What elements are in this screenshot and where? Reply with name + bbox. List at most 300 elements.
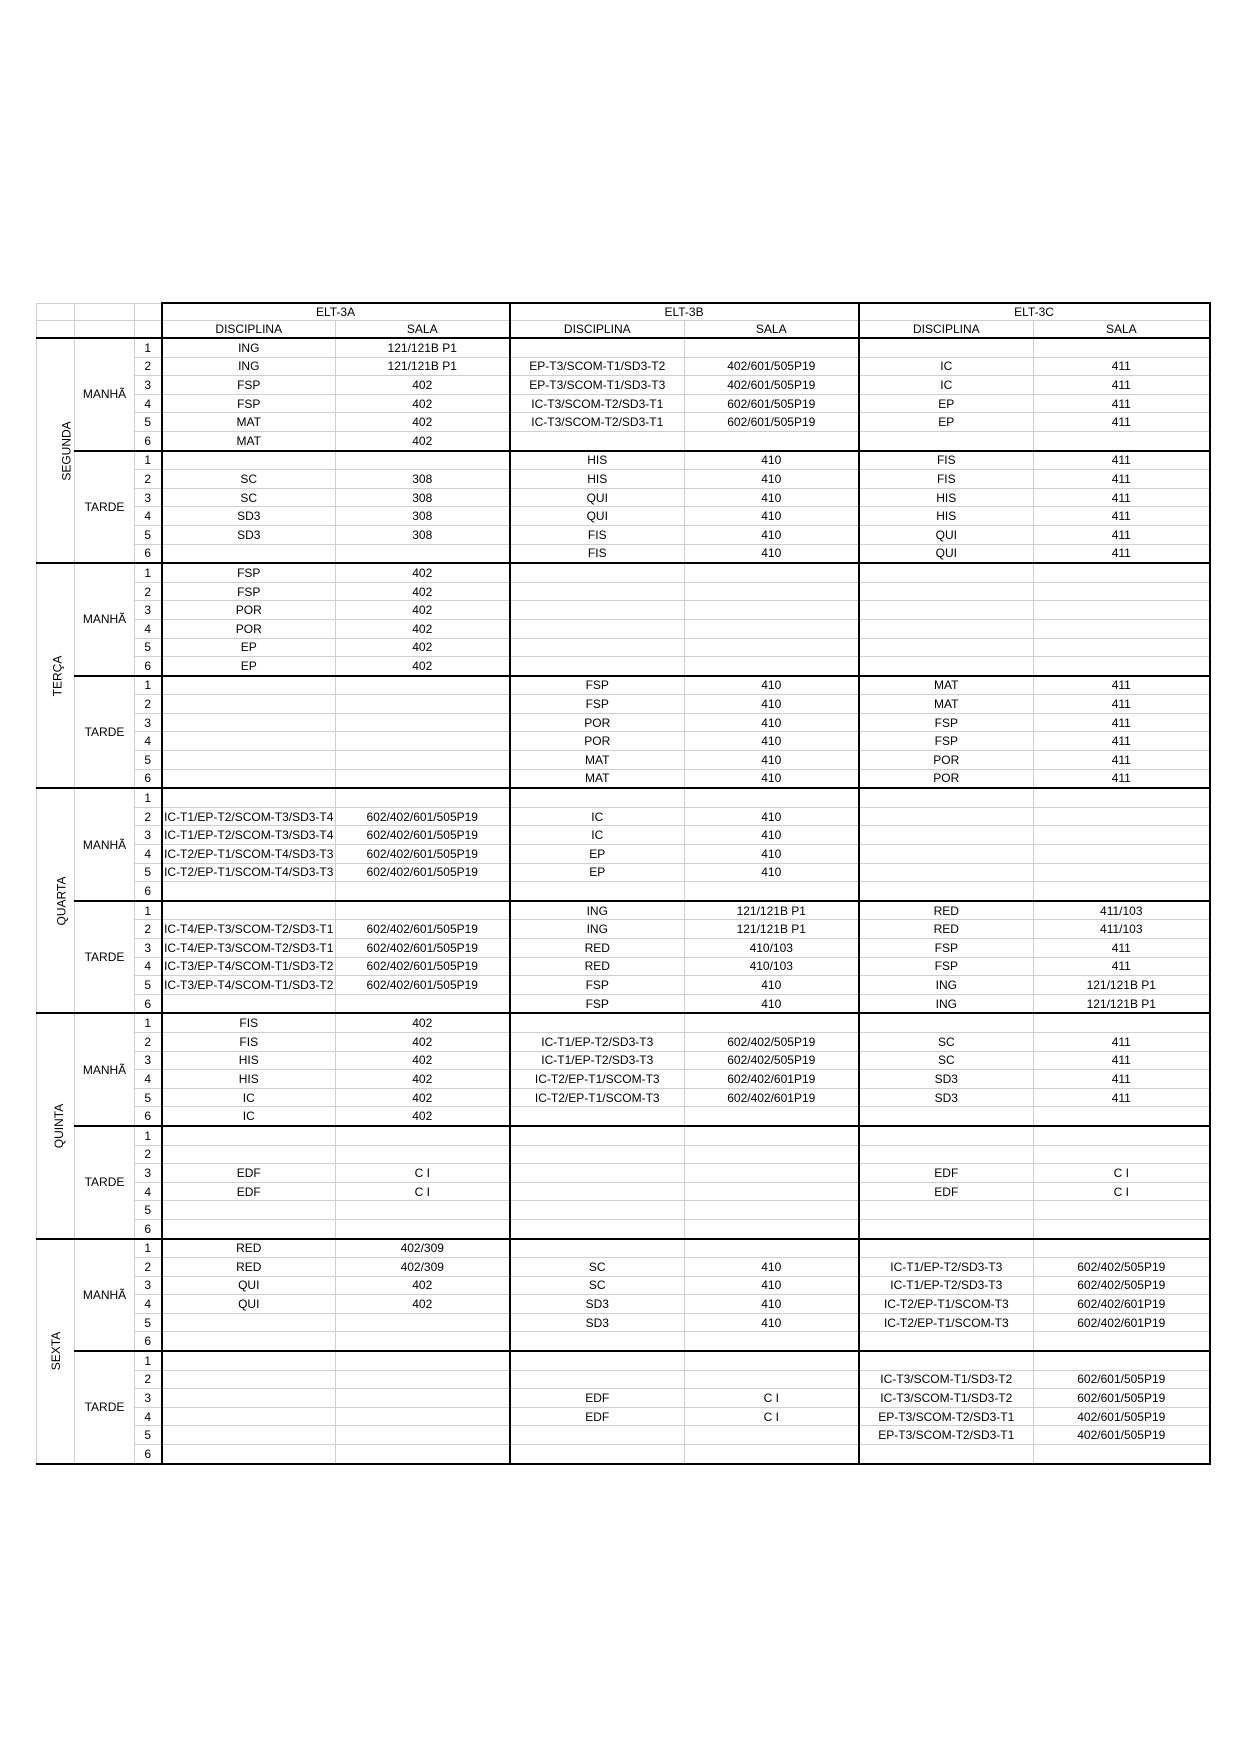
table-row <box>37 451 1210 470</box>
room-cell <box>685 1445 859 1464</box>
timetable-grid <box>36 302 1211 1465</box>
discipline-cell: RED <box>162 1239 336 1258</box>
table-row <box>37 826 1210 845</box>
shift-label: MANHÃ <box>75 788 135 901</box>
discipline-cell <box>510 582 685 601</box>
room-cell: 402 <box>336 376 510 395</box>
discipline-cell: EP-T3/SCOM-T1/SD3-T2 <box>510 357 685 376</box>
period-number: 1 <box>135 788 162 807</box>
room-cell <box>685 1145 859 1164</box>
period-number: 3 <box>135 376 162 395</box>
table-row <box>37 1351 1210 1370</box>
period-number: 4 <box>135 619 162 638</box>
discipline-cell: EDF <box>859 1164 1034 1183</box>
room-cell <box>1034 1445 1210 1464</box>
room-cell: 402/601/505P19 <box>685 357 859 376</box>
room-cell: 411 <box>1034 357 1210 376</box>
discipline-cell <box>510 563 685 582</box>
discipline-cell: MAT <box>162 431 336 450</box>
room-cell <box>685 657 859 676</box>
discipline-cell <box>859 788 1034 807</box>
discipline-cell: FIS <box>859 451 1034 470</box>
room-cell: 411 <box>1034 413 1210 432</box>
discipline-cell <box>859 863 1034 882</box>
discipline-cell: FSP <box>510 976 685 995</box>
discipline-cell: IC-T1/EP-T2/SCOM-T3/SD3-T4 <box>162 807 336 826</box>
discipline-cell <box>859 1332 1034 1351</box>
discipline-cell: RED <box>859 901 1034 920</box>
room-cell: 602/402/601P19 <box>685 1070 859 1089</box>
room-cell: 410/103 <box>685 939 859 958</box>
room-cell: 121/121B P1 <box>685 920 859 939</box>
discipline-cell <box>162 1332 336 1351</box>
discipline-cell: FSP <box>162 394 336 413</box>
room-cell: 411 <box>1034 525 1210 544</box>
room-cell: 410 <box>685 826 859 845</box>
room-cell <box>336 1445 510 1464</box>
discipline-cell <box>859 1145 1034 1164</box>
room-cell: 602/402/601/505P19 <box>336 939 510 958</box>
room-cell <box>336 695 510 714</box>
period-number: 4 <box>135 1070 162 1089</box>
discipline-cell: IC-T1/EP-T2/SCOM-T3/SD3-T4 <box>162 826 336 845</box>
discipline-cell <box>510 619 685 638</box>
discipline-cell: IC-T3/SCOM-T1/SD3-T2 <box>859 1370 1034 1389</box>
discipline-cell <box>510 638 685 657</box>
table-row <box>37 1295 1210 1314</box>
room-cell <box>685 1126 859 1145</box>
discipline-cell: ING <box>162 357 336 376</box>
room-cell <box>336 1351 510 1370</box>
discipline-cell: POR <box>162 601 336 620</box>
table-row <box>37 1145 1210 1164</box>
discipline-cell <box>510 1201 685 1220</box>
discipline-cell <box>859 1445 1034 1464</box>
room-cell: 602/601/505P19 <box>1034 1370 1210 1389</box>
table-row <box>37 1389 1210 1408</box>
shift-label: TARDE <box>75 1351 135 1464</box>
room-cell <box>685 1332 859 1351</box>
room-cell: 411 <box>1034 488 1210 507</box>
room-column-header: SALA <box>1034 321 1210 339</box>
room-cell: 308 <box>336 507 510 526</box>
room-cell: 402 <box>336 431 510 450</box>
room-cell <box>685 1239 859 1258</box>
period-number: 3 <box>135 713 162 732</box>
discipline-cell: IC-T1/EP-T2/SD3-T3 <box>510 1032 685 1051</box>
discipline-cell <box>162 1313 336 1332</box>
room-cell: 602/402/601/505P19 <box>336 845 510 864</box>
table-row <box>37 1164 1210 1183</box>
period-number: 2 <box>135 920 162 939</box>
period-number: 4 <box>135 732 162 751</box>
room-cell: 402 <box>336 1088 510 1107</box>
room-cell: 411 <box>1034 1070 1210 1089</box>
room-cell: 410 <box>685 544 859 563</box>
discipline-cell: MAT <box>859 695 1034 714</box>
discipline-cell <box>859 431 1034 450</box>
discipline-cell: IC-T3/SCOM-T2/SD3-T1 <box>510 413 685 432</box>
discipline-cell: EDF <box>162 1164 336 1183</box>
period-number: 1 <box>135 676 162 695</box>
room-cell: 410 <box>685 1276 859 1295</box>
day-name: SEGUNDA <box>59 420 74 481</box>
discipline-cell: SD3 <box>162 507 336 526</box>
period-number: 3 <box>135 488 162 507</box>
room-cell <box>336 1407 510 1426</box>
table-row <box>37 1182 1210 1201</box>
room-cell: 402/309 <box>336 1239 510 1258</box>
room-cell: 402/601/505P19 <box>685 376 859 395</box>
discipline-cell <box>510 1426 685 1445</box>
table-row <box>37 525 1210 544</box>
table-row <box>37 619 1210 638</box>
table-row <box>37 1332 1210 1351</box>
room-cell <box>336 544 510 563</box>
period-number: 4 <box>135 1182 162 1201</box>
table-row <box>37 751 1210 770</box>
discipline-cell <box>510 1145 685 1164</box>
discipline-cell: IC-T2/EP-T1/SCOM-T4/SD3-T3 <box>162 845 336 864</box>
period-number: 2 <box>135 582 162 601</box>
discipline-cell <box>162 1370 336 1389</box>
room-cell <box>336 769 510 788</box>
discipline-cell <box>162 788 336 807</box>
room-cell <box>1034 807 1210 826</box>
discipline-cell: HIS <box>510 451 685 470</box>
room-cell: 410 <box>685 713 859 732</box>
discipline-cell: FIS <box>162 1032 336 1051</box>
room-cell: 411 <box>1034 451 1210 470</box>
room-cell <box>336 882 510 901</box>
discipline-cell: ING <box>859 994 1034 1013</box>
table-row <box>37 394 1210 413</box>
room-cell: 411 <box>1034 394 1210 413</box>
room-cell: 411 <box>1034 769 1210 788</box>
table-row <box>37 769 1210 788</box>
corner-cell <box>37 303 75 321</box>
period-number: 5 <box>135 751 162 770</box>
room-cell <box>336 1126 510 1145</box>
discipline-cell: QUI <box>510 507 685 526</box>
discipline-cell <box>510 1182 685 1201</box>
room-cell <box>336 901 510 920</box>
table-row <box>37 1032 1210 1051</box>
discipline-cell <box>510 601 685 620</box>
discipline-cell <box>162 1426 336 1445</box>
table-row <box>37 601 1210 620</box>
period-number: 1 <box>135 901 162 920</box>
table-row <box>37 845 1210 864</box>
discipline-cell: IC-T2/EP-T1/SCOM-T3 <box>859 1313 1034 1332</box>
discipline-cell <box>162 1201 336 1220</box>
room-cell <box>1034 563 1210 582</box>
discipline-cell: EP <box>859 413 1034 432</box>
discipline-cell: MAT <box>162 413 336 432</box>
period-number: 3 <box>135 1051 162 1070</box>
period-number: 6 <box>135 1445 162 1464</box>
discipline-cell: IC-T2/EP-T1/SCOM-T3 <box>510 1070 685 1089</box>
table-row <box>37 676 1210 695</box>
corner-cell <box>37 321 75 339</box>
discipline-cell <box>859 1126 1034 1145</box>
table-row <box>37 1201 1210 1220</box>
discipline-cell: SD3 <box>510 1313 685 1332</box>
room-cell: 402 <box>336 638 510 657</box>
shift-label: MANHÃ <box>75 1013 135 1126</box>
room-cell <box>1034 1219 1210 1238</box>
room-cell: 121/121B P1 <box>685 901 859 920</box>
period-number: 5 <box>135 863 162 882</box>
period-number: 1 <box>135 1351 162 1370</box>
room-cell <box>336 1145 510 1164</box>
room-cell <box>1034 619 1210 638</box>
discipline-cell: SD3 <box>859 1088 1034 1107</box>
discipline-cell: ING <box>510 901 685 920</box>
day-label <box>37 563 75 788</box>
discipline-cell: RED <box>510 939 685 958</box>
room-cell: 402 <box>336 413 510 432</box>
room-cell: 602/402/601P19 <box>685 1088 859 1107</box>
discipline-cell: FSP <box>510 994 685 1013</box>
discipline-cell: FIS <box>859 470 1034 489</box>
discipline-cell: EP-T3/SCOM-T2/SD3-T1 <box>859 1426 1034 1445</box>
discipline-cell <box>510 1370 685 1389</box>
room-cell <box>685 1107 859 1126</box>
room-cell: 602/402/505P19 <box>685 1032 859 1051</box>
table-row <box>37 1258 1210 1277</box>
room-cell: 602/601/505P19 <box>685 413 859 432</box>
room-cell: 411 <box>1034 1051 1210 1070</box>
discipline-cell <box>510 338 685 357</box>
period-number: 4 <box>135 845 162 864</box>
table-row <box>37 638 1210 657</box>
room-cell <box>685 1164 859 1183</box>
period-number: 1 <box>135 1013 162 1032</box>
period-number: 4 <box>135 1295 162 1314</box>
period-number: 2 <box>135 1258 162 1277</box>
discipline-cell: FSP <box>162 563 336 582</box>
room-cell: 121/121B P1 <box>336 357 510 376</box>
discipline-cell <box>510 1219 685 1238</box>
discipline-cell <box>162 695 336 714</box>
discipline-cell: FSP <box>859 939 1034 958</box>
discipline-cell: IC-T3/EP-T4/SCOM-T1/SD3-T2 <box>162 976 336 995</box>
room-cell: 402 <box>336 657 510 676</box>
shift-label: TARDE <box>75 676 135 789</box>
discipline-cell: POR <box>859 751 1034 770</box>
room-cell: 410 <box>685 769 859 788</box>
discipline-cell <box>859 882 1034 901</box>
discipline-cell: EDF <box>162 1182 336 1201</box>
room-cell: 402 <box>336 1032 510 1051</box>
room-cell: 411 <box>1034 376 1210 395</box>
discipline-cell: SC <box>510 1276 685 1295</box>
period-number: 3 <box>135 1276 162 1295</box>
discipline-cell <box>859 1107 1034 1126</box>
table-row <box>37 1088 1210 1107</box>
room-cell: 410 <box>685 976 859 995</box>
table-row <box>37 338 1210 357</box>
room-cell: 411 <box>1034 751 1210 770</box>
period-number: 6 <box>135 994 162 1013</box>
room-cell: 410 <box>685 1313 859 1332</box>
room-cell <box>685 788 859 807</box>
table-row <box>37 1013 1210 1032</box>
room-cell <box>685 619 859 638</box>
discipline-cell: QUI <box>510 488 685 507</box>
room-cell <box>1034 582 1210 601</box>
room-cell <box>1034 1107 1210 1126</box>
discipline-cell: IC-T2/EP-T1/SCOM-T4/SD3-T3 <box>162 863 336 882</box>
discipline-cell <box>162 1126 336 1145</box>
discipline-column-header: DISCIPLINA <box>859 321 1034 339</box>
table-row <box>37 732 1210 751</box>
period-number: 5 <box>135 976 162 995</box>
discipline-cell: RED <box>510 957 685 976</box>
discipline-cell <box>510 1126 685 1145</box>
discipline-cell <box>859 601 1034 620</box>
discipline-cell: FIS <box>510 525 685 544</box>
discipline-cell: POR <box>510 732 685 751</box>
table-row <box>37 957 1210 976</box>
room-cell: 402 <box>336 394 510 413</box>
day-name: SEXTA <box>49 1331 64 1371</box>
room-cell: 411 <box>1034 1032 1210 1051</box>
room-cell: C I <box>1034 1164 1210 1183</box>
discipline-cell: IC <box>162 1107 336 1126</box>
room-cell <box>685 338 859 357</box>
room-cell: 410 <box>685 751 859 770</box>
period-number: 5 <box>135 1426 162 1445</box>
discipline-cell <box>510 1107 685 1126</box>
discipline-cell <box>510 657 685 676</box>
period-number: 6 <box>135 882 162 901</box>
table-row <box>37 470 1210 489</box>
discipline-cell: SD3 <box>859 1070 1034 1089</box>
table-row <box>37 939 1210 958</box>
discipline-cell: IC-T1/EP-T2/SD3-T3 <box>510 1051 685 1070</box>
discipline-cell: IC-T1/EP-T2/SD3-T3 <box>859 1276 1034 1295</box>
room-cell <box>685 1219 859 1238</box>
discipline-cell: EP <box>162 657 336 676</box>
timetable-sheet <box>36 302 1209 1465</box>
discipline-cell <box>162 1219 336 1238</box>
period-number: 2 <box>135 807 162 826</box>
room-cell <box>1034 601 1210 620</box>
room-cell: 308 <box>336 488 510 507</box>
discipline-cell: HIS <box>510 470 685 489</box>
discipline-cell <box>859 1219 1034 1238</box>
room-cell: 602/402/601/505P19 <box>336 976 510 995</box>
period-number: 4 <box>135 507 162 526</box>
period-number: 3 <box>135 939 162 958</box>
discipline-cell <box>859 845 1034 864</box>
day-name: QUARTA <box>54 876 69 926</box>
discipline-cell: HIS <box>162 1070 336 1089</box>
room-cell: 411 <box>1034 957 1210 976</box>
discipline-cell: IC <box>510 826 685 845</box>
discipline-cell: SC <box>510 1258 685 1277</box>
period-number: 2 <box>135 470 162 489</box>
room-cell: 411/103 <box>1034 920 1210 939</box>
table-row <box>37 657 1210 676</box>
discipline-cell <box>162 713 336 732</box>
discipline-cell: MAT <box>510 769 685 788</box>
discipline-cell: EP <box>859 394 1034 413</box>
room-cell <box>685 1426 859 1445</box>
room-cell: 410 <box>685 732 859 751</box>
room-cell <box>685 582 859 601</box>
day-label <box>37 1013 75 1238</box>
discipline-cell: IC-T2/EP-T1/SCOM-T3 <box>859 1295 1034 1314</box>
room-cell: 410 <box>685 1295 859 1314</box>
period-number: 5 <box>135 1313 162 1332</box>
day-name: QUINTA <box>52 1103 67 1149</box>
shift-label: MANHÃ <box>75 1239 135 1352</box>
discipline-cell: FSP <box>510 695 685 714</box>
table-row <box>37 488 1210 507</box>
discipline-cell: QUI <box>859 525 1034 544</box>
room-column-header: SALA <box>685 321 859 339</box>
room-cell: 411 <box>1034 732 1210 751</box>
discipline-cell: SD3 <box>162 525 336 544</box>
discipline-cell: ING <box>859 976 1034 995</box>
room-cell <box>336 676 510 695</box>
period-number: 5 <box>135 525 162 544</box>
discipline-cell: FSP <box>859 713 1034 732</box>
discipline-cell: IC-T2/EP-T1/SCOM-T3 <box>510 1088 685 1107</box>
discipline-cell: IC-T3/EP-T4/SCOM-T1/SD3-T2 <box>162 957 336 976</box>
room-cell <box>336 1426 510 1445</box>
discipline-cell <box>162 751 336 770</box>
discipline-cell <box>510 788 685 807</box>
period-number: 6 <box>135 1107 162 1126</box>
room-cell <box>685 1201 859 1220</box>
discipline-cell: FSP <box>859 957 1034 976</box>
table-row <box>37 1239 1210 1258</box>
table-row <box>37 994 1210 1013</box>
period-number: 4 <box>135 1407 162 1426</box>
room-cell: 402 <box>336 1276 510 1295</box>
room-cell: 602/402/601P19 <box>1034 1295 1210 1314</box>
room-cell <box>336 713 510 732</box>
day-label <box>37 788 75 1013</box>
room-cell <box>685 601 859 620</box>
table-row <box>37 788 1210 807</box>
room-cell <box>336 751 510 770</box>
discipline-cell: RED <box>859 920 1034 939</box>
room-cell <box>1034 1145 1210 1164</box>
room-cell: 410 <box>685 507 859 526</box>
discipline-cell <box>510 882 685 901</box>
discipline-cell: IC <box>162 1088 336 1107</box>
room-cell: 410 <box>685 525 859 544</box>
room-cell: 308 <box>336 470 510 489</box>
room-cell: 411 <box>1034 713 1210 732</box>
discipline-cell: FSP <box>162 376 336 395</box>
discipline-cell: IC <box>859 357 1034 376</box>
discipline-cell: FSP <box>859 732 1034 751</box>
room-cell <box>336 732 510 751</box>
corner-cell <box>135 303 162 321</box>
discipline-cell: POR <box>859 769 1034 788</box>
discipline-cell <box>162 544 336 563</box>
discipline-cell <box>162 769 336 788</box>
room-cell <box>685 1182 859 1201</box>
room-cell: 602/402/601P19 <box>1034 1313 1210 1332</box>
room-cell: 411 <box>1034 470 1210 489</box>
